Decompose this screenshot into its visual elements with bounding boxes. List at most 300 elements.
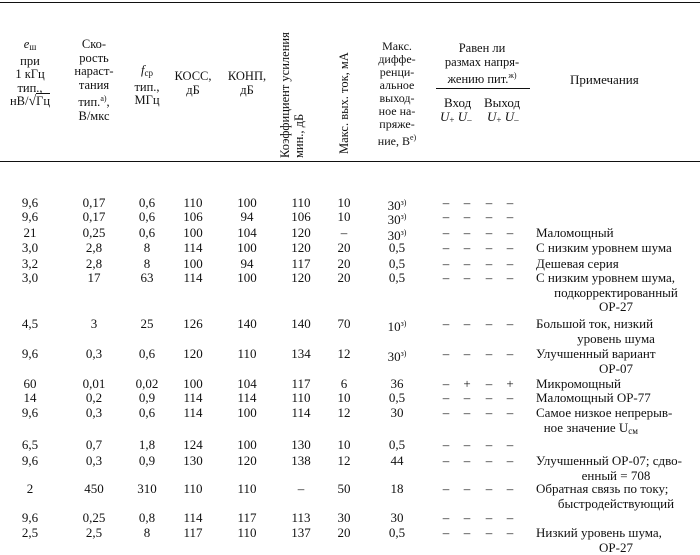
cell-value: 3,2 [21, 256, 39, 271]
cell-iout [324, 391, 364, 405]
cell-gain [279, 511, 323, 525]
cell-iout [324, 482, 364, 496]
cell-konp [222, 241, 272, 255]
cell-iout [324, 347, 364, 361]
cell-value: 20 [337, 525, 351, 540]
cell-value: 110 [291, 390, 311, 405]
cell-value: 104 [237, 376, 257, 391]
cell-value: 70 [337, 316, 351, 331]
cell-dv [364, 271, 430, 285]
rail-flag: – [463, 316, 471, 331]
rail-flag: – [442, 195, 450, 210]
cell-konp [222, 391, 272, 405]
cell-value: 9,6 [21, 346, 39, 361]
cell-koss [170, 511, 216, 525]
footnote-marker: з) [400, 349, 407, 358]
cell-konp [222, 482, 272, 496]
cell-value: 0,02 [135, 376, 159, 391]
cell-gain [279, 271, 323, 285]
header-cmrr: КОСС, дБ [174, 69, 212, 97]
rail-flag: – [485, 270, 493, 285]
cell-value: 114 [183, 390, 203, 405]
cell-value: 30 [387, 349, 401, 364]
rail-flag: – [442, 209, 450, 224]
cell-en [0, 226, 60, 240]
cell-value: 9,6 [21, 453, 39, 468]
cell-f [124, 347, 170, 361]
rail-flag: – [485, 256, 493, 271]
cell-value: 0,9 [138, 390, 156, 405]
rail-flag: + [463, 376, 471, 391]
cell-value: 9,6 [21, 510, 39, 525]
cell-iout [324, 271, 364, 285]
cell-value: 12 [337, 453, 351, 468]
cell-dv [364, 391, 430, 405]
note-text: Улучшенный вариант ОР-07 [536, 346, 656, 376]
cell-f [124, 482, 170, 496]
cell-en [0, 241, 60, 255]
cell-konp [222, 454, 272, 468]
rail-flag: – [442, 390, 450, 405]
footnote-marker: з) [400, 319, 407, 328]
rail-flag: – [463, 390, 471, 405]
cell-sr [64, 482, 124, 496]
rail-flag: – [506, 316, 514, 331]
cell-value: 0,01 [82, 376, 106, 391]
cell-sr [64, 271, 124, 285]
cell-value: 117 [183, 525, 203, 540]
cell-value: 0,3 [85, 453, 103, 468]
rail-flag: – [442, 316, 450, 331]
cell-f [124, 257, 170, 271]
note-text: Дешевая серия [536, 256, 619, 271]
cell-sr [64, 438, 124, 452]
cell-iout [324, 210, 364, 224]
rail-output-label: Выход [484, 95, 521, 110]
cell-iout [324, 406, 364, 420]
cell-gain [279, 438, 323, 452]
cell-gain [279, 241, 323, 255]
cell-koss [170, 317, 216, 331]
cell-sr [64, 317, 124, 331]
cell-en [0, 347, 60, 361]
cell-dv [364, 347, 430, 364]
cell-value: 114 [183, 240, 203, 255]
cell-value: 0,6 [138, 209, 156, 224]
cell-value: 2,8 [85, 240, 103, 255]
cell-konp [222, 511, 272, 525]
rail-flag: – [485, 376, 493, 391]
rail-flag: – [485, 525, 493, 540]
rail-flag: – [506, 240, 514, 255]
cell-value: 114 [183, 405, 203, 420]
cell-gain [279, 377, 323, 391]
cell-sr [64, 454, 124, 468]
header-psrr: КОНП, дБ [227, 69, 267, 97]
cell-sr [64, 526, 124, 540]
note-text: Самое низкое непрерыв- ное значение $U_{см}$ [536, 405, 673, 436]
rail-flag: – [463, 525, 471, 540]
cell-en [0, 406, 60, 420]
cell-dv [364, 377, 430, 391]
rail-input-pair: $U_+$ $U_-$ [440, 109, 472, 125]
rail-flag: – [442, 525, 450, 540]
cell-value: 126 [183, 316, 203, 331]
note-text: Улучшенный ОР-07; сдво- енный = 708 [536, 453, 682, 483]
rail-flag: – [506, 525, 514, 540]
rail-input-label: Вход [444, 95, 472, 110]
rail-flag: – [506, 453, 514, 468]
cell-koss [170, 241, 216, 255]
cell-f [124, 271, 170, 285]
cell-value: 140 [237, 316, 257, 331]
cell-f [124, 377, 170, 391]
cell-koss [170, 377, 216, 391]
cell-koss [170, 482, 216, 496]
cell-f [124, 526, 170, 540]
cell-value: 0,3 [85, 405, 103, 420]
rail-flag: – [485, 481, 493, 496]
cell-konp [222, 526, 272, 540]
cell-value: 0,6 [138, 346, 156, 361]
cell-value: 0,17 [82, 209, 106, 224]
cell-value: 0,5 [388, 437, 406, 452]
rail-flag: – [506, 270, 514, 285]
cell-iout [324, 317, 364, 331]
cell-value: 6,5 [21, 437, 39, 452]
cell-dv [364, 210, 430, 227]
cell-en [0, 377, 60, 391]
cell-value: 20 [337, 240, 351, 255]
cell-en [0, 482, 60, 496]
rail-flag: – [485, 316, 493, 331]
cell-f [124, 196, 170, 210]
cell-value: 113 [291, 510, 311, 525]
rail-flag: – [485, 405, 493, 420]
cell-f [124, 438, 170, 452]
cell-value: 100 [237, 405, 257, 420]
cell-value: 130 [183, 453, 203, 468]
footnote-marker: з) [400, 198, 407, 207]
cell-sr [64, 406, 124, 420]
cell-dv [364, 482, 430, 496]
cell-sr [64, 257, 124, 271]
cell-gain [279, 347, 323, 361]
cell-value: 10 [337, 437, 351, 452]
cell-gain [279, 317, 323, 331]
cell-dv [364, 317, 430, 334]
cell-value: 0,2 [85, 390, 103, 405]
cell-value: 12 [337, 346, 351, 361]
rail-flag: – [506, 481, 514, 496]
footnote-marker: з) [400, 228, 407, 237]
rail-flag: – [442, 256, 450, 271]
rail-flag: – [463, 256, 471, 271]
cell-f [124, 210, 170, 224]
cell-en [0, 196, 60, 210]
rail-flag: – [485, 390, 493, 405]
cell-value: 0,6 [138, 195, 156, 210]
cell-value: 8 [143, 525, 151, 540]
cell-value: 17 [87, 270, 101, 285]
cell-value: 114 [291, 405, 311, 420]
cell-konp [222, 377, 272, 391]
cell-en [0, 317, 60, 331]
table-header-rule [0, 161, 700, 162]
rail-flag: – [506, 510, 514, 525]
rail-flag: – [506, 195, 514, 210]
cell-f [124, 241, 170, 255]
cell-f [124, 391, 170, 405]
cell-value: 30 [387, 228, 401, 243]
rail-flag: – [506, 209, 514, 224]
cell-value: – [297, 481, 305, 496]
cell-gain [279, 226, 323, 240]
rail-flag: – [463, 209, 471, 224]
cell-value: 0,25 [82, 510, 106, 525]
cell-value: 30 [390, 510, 404, 525]
cell-value: 63 [140, 270, 154, 285]
cell-value: 30 [337, 510, 351, 525]
header-frequency: $f_{ср}$ тип., МГц [134, 63, 160, 107]
header-noise: $e_ш$ при 1 кГц тип., нВ/√Гц [9, 37, 51, 109]
cell-konp [222, 226, 272, 240]
cell-value: 140 [291, 316, 311, 331]
cell-sr [64, 511, 124, 525]
cell-value: 114 [183, 270, 203, 285]
cell-koss [170, 257, 216, 271]
cell-value: 130 [291, 437, 311, 452]
rail-flag: – [442, 481, 450, 496]
rail-flag: – [485, 240, 493, 255]
cell-value: 20 [337, 270, 351, 285]
rail-flag: – [442, 453, 450, 468]
cell-value: 110 [183, 195, 203, 210]
cell-value: 117 [291, 376, 311, 391]
cell-dv [364, 241, 430, 255]
cell-f [124, 317, 170, 331]
rail-flag: – [485, 225, 493, 240]
cell-value: 110 [183, 481, 203, 496]
cell-gain [279, 526, 323, 540]
rail-flag: – [442, 240, 450, 255]
cell-en [0, 454, 60, 468]
cell-iout [324, 511, 364, 525]
cell-value: 30 [390, 405, 404, 420]
cell-value: 30 [387, 198, 401, 213]
rail-flag: – [485, 453, 493, 468]
cell-value: 94 [240, 209, 254, 224]
note-text: С низким уровнем шума [536, 240, 672, 255]
rail-flag: – [485, 195, 493, 210]
footnote-marker: з) [400, 212, 407, 221]
cell-value: 110 [237, 525, 257, 540]
cell-sr [64, 196, 124, 210]
cell-value: 0,6 [138, 225, 156, 240]
header-rail-to-rail: Равен ли размах напря- жению пит.$^{ж)}$ [444, 41, 520, 86]
note-text: С низким уровнем шума, подкорректированный ОР-27 [536, 270, 678, 314]
cell-gain [279, 482, 323, 496]
cell-value: 0,5 [388, 256, 406, 271]
cell-konp [222, 210, 272, 224]
note-text: Маломощный [536, 225, 614, 240]
cell-value: 0,5 [388, 240, 406, 255]
header-diff-voltage: Макс. диффе- ренци- альное выход- ное на- пряже- ние, $В^{e)}$ [377, 39, 417, 148]
cell-iout [324, 226, 364, 240]
cell-value: 9,6 [21, 405, 39, 420]
cell-value: 2 [26, 481, 34, 496]
cell-value: 50 [337, 481, 351, 496]
rail-flag: – [463, 270, 471, 285]
cell-value: 10 [387, 319, 401, 334]
header-gain: Коэффициент усиления мин., дБ [278, 32, 306, 158]
cell-value: 2,8 [85, 256, 103, 271]
cell-value: 9,6 [21, 195, 39, 210]
cell-value: 106 [183, 209, 203, 224]
header-slew-rate: Ско- рость нараст- тания тип.$^{a)}$, В/мкс [74, 37, 114, 123]
cell-value: – [340, 225, 348, 240]
cell-value: 100 [183, 376, 203, 391]
cell-iout [324, 454, 364, 468]
cell-value: 21 [23, 225, 37, 240]
rail-flag: – [442, 346, 450, 361]
cell-gain [279, 210, 323, 224]
cell-gain [279, 454, 323, 468]
rail-flag: – [463, 195, 471, 210]
rail-flag: – [506, 346, 514, 361]
cell-value: 134 [291, 346, 311, 361]
cell-value: 10 [337, 209, 351, 224]
cell-value: 110 [237, 481, 257, 496]
cell-value: 0,8 [138, 510, 156, 525]
cell-en [0, 391, 60, 405]
rail-flag: – [442, 510, 450, 525]
cell-en [0, 210, 60, 224]
cell-koss [170, 438, 216, 452]
cell-f [124, 454, 170, 468]
cell-value: 114 [183, 510, 203, 525]
rail-flag: – [463, 453, 471, 468]
note-text: Обратная связь по току; быстродействующий [536, 481, 675, 511]
cell-value: 25 [140, 316, 154, 331]
cell-value: 0,17 [82, 195, 106, 210]
cell-value: 100 [183, 256, 203, 271]
cell-sr [64, 347, 124, 361]
rail-flag: – [506, 225, 514, 240]
cell-sr [64, 241, 124, 255]
cell-gain [279, 391, 323, 405]
cell-value: 106 [291, 209, 311, 224]
cell-sr [64, 226, 124, 240]
cell-value: 14 [23, 390, 37, 405]
rail-flag: – [485, 510, 493, 525]
cell-dv [364, 257, 430, 271]
cell-value: 3,0 [21, 270, 39, 285]
cell-koss [170, 210, 216, 224]
cell-koss [170, 526, 216, 540]
cell-gain [279, 406, 323, 420]
cell-value: 0,3 [85, 346, 103, 361]
rail-flag: – [442, 405, 450, 420]
cell-value: 36 [390, 376, 404, 391]
note-text: Большой ток, низкий уровень шума [536, 316, 655, 346]
cell-koss [170, 226, 216, 240]
cell-koss [170, 271, 216, 285]
cell-en [0, 511, 60, 525]
rail-flag: – [463, 405, 471, 420]
cell-koss [170, 391, 216, 405]
cell-value: 0,5 [388, 270, 406, 285]
cell-value: 0,9 [138, 453, 156, 468]
rail-flag: – [463, 240, 471, 255]
cell-en [0, 438, 60, 452]
cell-value: 0,25 [82, 225, 106, 240]
rail-flag: – [506, 390, 514, 405]
cell-value: 2,5 [21, 525, 39, 540]
cell-dv [364, 454, 430, 468]
cell-value: 8 [143, 240, 151, 255]
cell-value: 120 [291, 270, 311, 285]
cell-en [0, 271, 60, 285]
cell-value: 94 [240, 256, 254, 271]
cell-value: 100 [237, 240, 257, 255]
cell-dv [364, 511, 430, 525]
cell-value: 3 [90, 316, 98, 331]
cell-value: 6 [340, 376, 348, 391]
rail-flag: – [485, 437, 493, 452]
rail-flag: – [485, 209, 493, 224]
rail-flag: – [463, 481, 471, 496]
cell-value: 100 [237, 270, 257, 285]
cell-value: 4,5 [21, 316, 39, 331]
cell-value: 0,5 [388, 390, 406, 405]
rail-flag: – [463, 225, 471, 240]
cell-value: 120 [291, 225, 311, 240]
cell-value: 110 [291, 195, 311, 210]
cell-value: 110 [237, 346, 257, 361]
rail-flag: – [506, 437, 514, 452]
cell-value: 12 [337, 405, 351, 420]
rail-flag: – [485, 346, 493, 361]
cell-dv [364, 438, 430, 452]
cell-f [124, 511, 170, 525]
rail-flag: + [506, 376, 514, 391]
cell-f [124, 226, 170, 240]
cell-iout [324, 257, 364, 271]
cell-value: 124 [183, 437, 203, 452]
rail-flag: – [442, 225, 450, 240]
cell-value: 117 [237, 510, 257, 525]
cell-en [0, 526, 60, 540]
cell-en [0, 257, 60, 271]
cell-value: 18 [390, 481, 404, 496]
cell-value: 0,5 [388, 525, 406, 540]
cell-gain [279, 196, 323, 210]
cell-konp [222, 257, 272, 271]
cell-iout [324, 196, 364, 210]
cell-value: 120 [183, 346, 203, 361]
cell-konp [222, 347, 272, 361]
cell-value: 10 [337, 195, 351, 210]
rail-flag: – [463, 437, 471, 452]
note-text: Микромощный [536, 376, 621, 391]
rail-flag: – [506, 405, 514, 420]
cell-value: 20 [337, 256, 351, 271]
rail-flag: – [463, 346, 471, 361]
header-notes: Примечания [570, 72, 639, 87]
header-output-current: Макс. вых. ток, мА [337, 52, 351, 154]
cell-value: 1,8 [138, 437, 156, 452]
